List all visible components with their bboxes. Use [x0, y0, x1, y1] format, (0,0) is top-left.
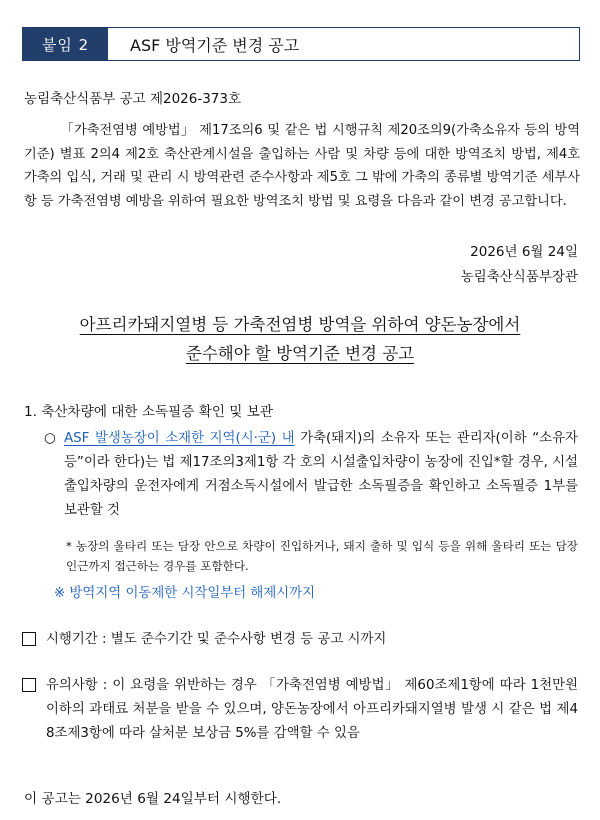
reference-note: ※ 방역지역 이동제한 시작일부터 해제시까지 [54, 586, 316, 601]
closing-statement: 이 공고는 2026년 6월 24일부터 시행한다. [24, 791, 282, 807]
circle-bullet-icon: ○ [44, 430, 56, 446]
item-text: : 별도 준수기간 및 준수사항 변경 등 공고 시까지 [97, 632, 387, 647]
notice-number: 농림축산식품부 공고 제2026-373호 [24, 91, 242, 107]
item-effective-period [46, 628, 386, 647]
square-bullet-icon [22, 632, 36, 646]
issuer-name: 농림축산식품부장관 [460, 269, 578, 285]
section1-text: 가축(돼지)의 소유자 또는 관리자(이하 “소유자등”이라 한다)는 법 제17조의3제1항 각 호의 시설출입차량이 농장에 진입*할 경우, 시설출입차량의 운전자에게 거점소독시설에서 발급한 소독필증을 확인하고 소독필증 1부를 보관할 것 [64, 431, 578, 518]
main-title-line1: 아프리카돼지열병 등 가축전염병 방역을 위하여 양돈농장에서 [79, 315, 521, 334]
section1-heading: 1. 축산차량에 대한 소독필증 확인 및 보관 [24, 404, 273, 420]
footnote: * 농장의 울타리 또는 담장 안으로 차량이 진입하거나, 돼지 출하 및 입식 등을 위해 울타리 또는 담장 인근까지 접근하는 경우를 포함한다. [66, 539, 578, 573]
section1-body [64, 427, 578, 523]
square-bullet-icon [22, 678, 36, 692]
item-label: 시행기간 [46, 632, 98, 647]
preamble-text: 「가축전염병 예방법」 제17조의6 및 같은 법 시행규칙 제20조의9(가축소유자 등의 방역기준) 별표 2의4 제2호 축산관계시설을 출입하는 사람 및 차량 등에 대한 방역조치 방법, 제4호 가축의 입식, 거래 및 관리 시 방역관련 준수사항과 제5호 그 밖에 가축의 종류별 방역기준 세부사항 등 가축전염병 예방을 위하여 필요한 방역조치 방법 및 요령을 다음과 같이 변경 공고합니다. [24, 123, 580, 209]
header-title: ASF 방역기준 변경 공고 [130, 35, 300, 55]
item-text: : 이 요령을 위반하는 경우 「가축전염병 예방법」 제60조제1항에 따라 1천만원 이하의 과태료 처분을 받을 수 있으며, 양돈농장에서 아프리카돼지열병 발생 시 같은 법 제48조제3항에 따라 살처분 보상금 5%를 감액할 수 있음 [46, 678, 578, 741]
notice-date: 2026년 6월 24일 [470, 244, 578, 260]
item-label: 유의사항 [46, 678, 98, 693]
highlight-text: ASF 발생농장이 소재한 지역(시·군) 내 [64, 431, 295, 446]
attachment-badge: 붙임 2 [23, 28, 108, 60]
preamble-paragraph [24, 119, 580, 213]
header-bar [22, 27, 580, 61]
main-title-line2: 준수해야 할 방역기준 변경 공고 [185, 344, 415, 363]
item-caution [46, 674, 578, 746]
